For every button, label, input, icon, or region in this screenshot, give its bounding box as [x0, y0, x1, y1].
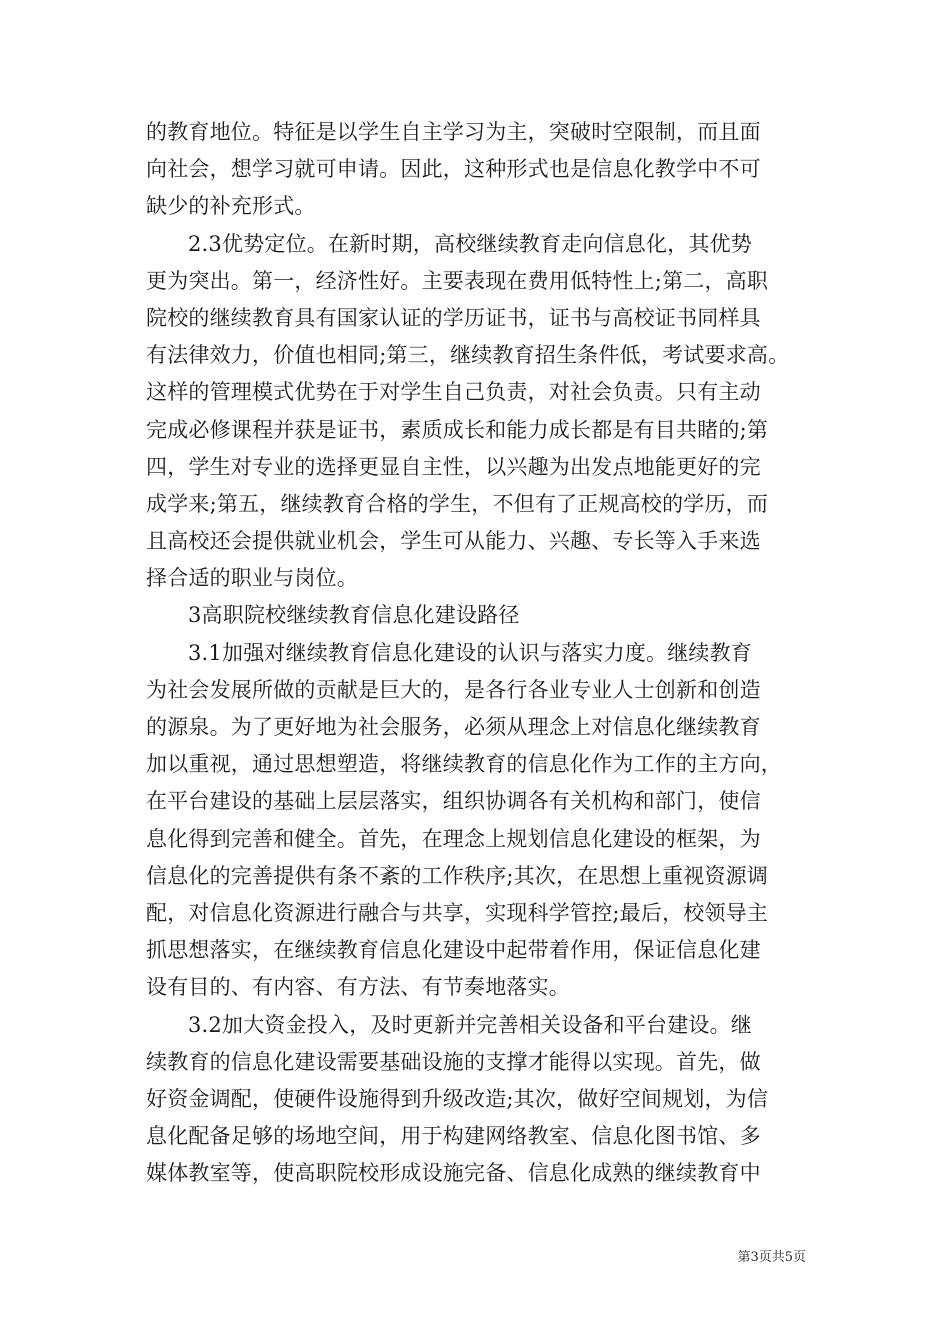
- document-body: [146, 114, 810, 1192]
- text-line: 2.3优势定位。在新时期，高校继续教育走向信息化，其优势: [188, 231, 752, 256]
- text-line: 且高校还会提供就业机会，学生可从能力、兴趣、专长等入手来选: [146, 529, 761, 554]
- text-line: 成学来;第五，继续教育合格的学生，不但有了正规高校的学历，而: [146, 491, 769, 516]
- text-line: 抓思想落实，在继续教育信息化建设中起带着作用，保证信息化建: [146, 938, 761, 963]
- text-line: 择合适的职业与岗位。: [146, 566, 358, 591]
- text-line: 3.1加强对继续教育信息化建设的认识与落实力度。继续教育: [188, 640, 752, 665]
- text-line: 有法律效力，价值也相同;第三，继续教育招生条件低，考试要求高。: [146, 343, 790, 368]
- text-line: 设有目的、有内容、有方法、有节奏地落实。: [146, 975, 570, 1000]
- text-line: 续教育的信息化建设需要基础设施的支撑才能得以实现。首先，做: [146, 1049, 761, 1074]
- text-line: 配，对信息化资源进行融合与共享，实现科学管控;最后，校领导主: [146, 900, 769, 925]
- text-line: 在平台建设的基础上层层落实，组织协调各有关机构和部门，使信: [146, 789, 761, 814]
- text-line: 媒体教室等，使高职院校形成设施完备、信息化成熟的继续教育中: [146, 1161, 761, 1186]
- text-line: 更为突出。第一，经济性好。主要表现在费用低特性上;第二，高职: [146, 268, 769, 293]
- text-line: 信息化的完善提供有条不紊的工作秩序;其次，在思想上重视资源调: [146, 863, 769, 888]
- text-line: 3高职院校继续教育信息化建设路径: [188, 603, 520, 628]
- text-line: 息化配备足够的场地空间，用于构建网络教室、信息化图书馆、多: [146, 1124, 761, 1149]
- text-line: 四，学生对专业的选择更显自主性，以兴趣为出发点地能更好的完: [146, 454, 761, 479]
- text-line: 向社会，想学习就可申请。因此，这种形式也是信息化教学中不可: [146, 157, 761, 182]
- text-line: 缺少的补充形式。: [146, 194, 316, 219]
- text-line: 完成必修课程并获是证书，素质成长和能力成长都是有目共睹的;第: [146, 417, 769, 442]
- text-line: 加以重视，通过思想塑造，将继续教育的信息化作为工作的主方向，: [146, 752, 782, 777]
- text-line: 息化得到完善和健全。首先，在理念上规划信息化建设的框架，为: [146, 826, 761, 851]
- text-line: 好资金调配，使硬件设施得到升级改造;其次，做好空间规划，为信: [146, 1086, 769, 1111]
- text-line: 为社会发展所做的贡献是巨大的，是各行各业专业人士创新和创造: [146, 677, 761, 702]
- text-line: 的教育地位。特征是以学生自主学习为主，突破时空限制，而且面: [146, 120, 761, 144]
- text-line: 院校的继续教育具有国家认证的学历证书，证书与高校证书同样具: [146, 305, 761, 330]
- page-number-footer: 第3页共5页: [737, 1250, 806, 1265]
- text-line: 的源泉。为了更好地为社会服务，必须从理念上对信息化继续教育: [146, 715, 761, 739]
- text-line: 这样的管理模式优势在于对学生自己负责，对社会负责。只有主动: [146, 380, 761, 405]
- text-line: 3.2加大资金投入，及时更新并完善相关设备和平台建设。继: [188, 1012, 752, 1037]
